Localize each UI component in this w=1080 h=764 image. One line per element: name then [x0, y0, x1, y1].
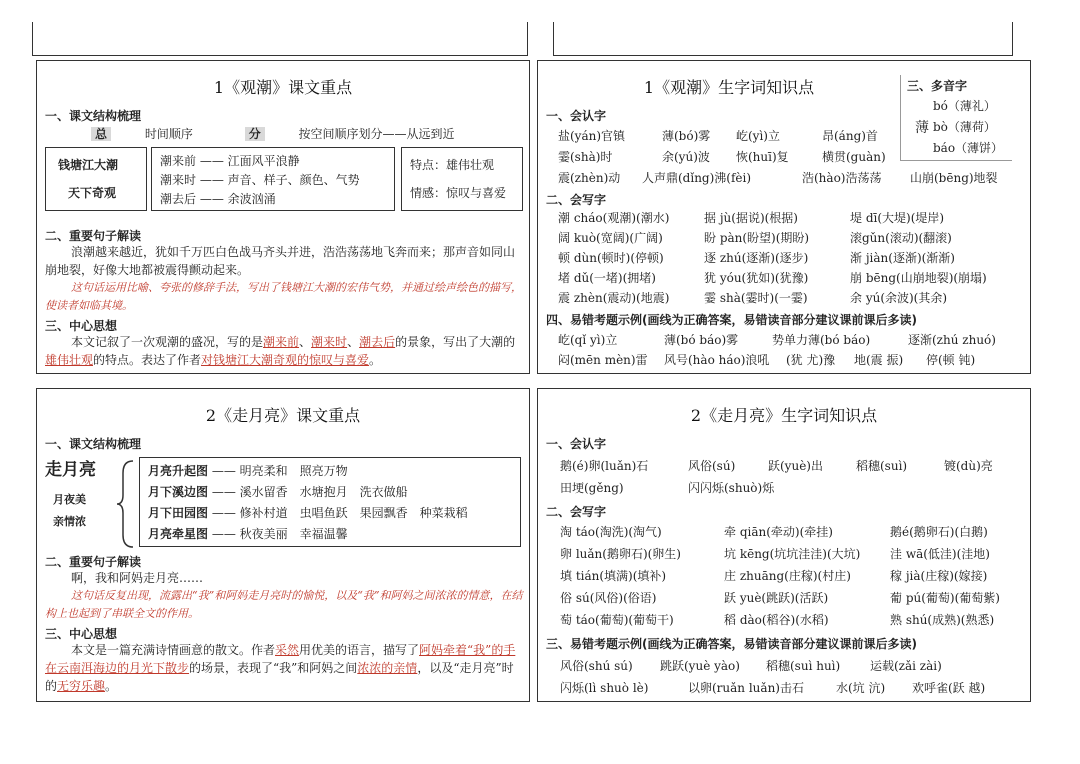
polyphone-char: 薄	[915, 120, 929, 136]
error-item: 屹(qǐ yì)立	[558, 333, 618, 347]
sentence-analysis: 这句话反复出现，流露出“我”和阿妈走月亮时的愉悦，以及“我”和阿妈之间浓浓的情意，在结构上也起到了串联全文的作用。	[45, 589, 523, 620]
section-heading: 二、会写字	[546, 193, 607, 207]
vocab-item: 田埂(gěng)	[560, 481, 624, 495]
panel-zouyueliang-vocabulary	[537, 388, 1031, 702]
idea-text: 的场景，表现了“我”和阿妈之间	[189, 661, 358, 675]
structure-mid-line: 潮来前 —— 江面风平浪静	[160, 154, 300, 168]
error-item: 风号(hào háo)浪吼	[664, 353, 770, 367]
scene-desc: —— 修补村道 虫唱鱼跃 果园飘香 种菜栽稻	[211, 506, 468, 520]
error-item: 以卵(ruǎn luǎn)击石	[688, 681, 804, 695]
write-item: 据 jù(据说)(根据)	[704, 211, 798, 225]
idea-highlight: 潮来时	[311, 335, 348, 349]
idea-highlight: 无穷乐趣	[57, 679, 106, 693]
vocab-row	[558, 148, 886, 165]
write-row	[558, 229, 952, 246]
write-item: 阔 kuò(宽阔)(广阔)	[558, 231, 663, 245]
error-item: 地(震 振)	[854, 353, 904, 367]
section-heading: 三、易错考题示例(画线为正确答案，易错读音部分建议课前课后多读)	[546, 637, 917, 651]
section-heading: 一、会认字	[546, 109, 607, 123]
structure-scenes-box	[139, 457, 521, 547]
idea-highlight: 对钱塘江大潮奇观的惊叹与喜爱	[201, 353, 370, 367]
structure-mid-box	[151, 147, 395, 211]
polyphone-reading: bò（薄荷）	[933, 120, 996, 134]
write-item: 余 yú(余波)(其余)	[850, 291, 948, 305]
central-idea	[45, 641, 523, 695]
structure-main-title: 走月亮	[45, 460, 96, 480]
section-heading: 三、中心思想	[45, 319, 118, 333]
summary-tag-text: 时间顺序	[144, 127, 193, 141]
idea-highlight: 阿妈牵着“我”的手在云南洱海边的月光下散步	[45, 643, 516, 675]
write-item: 洼 wā(低洼)(洼地)	[890, 547, 990, 561]
vocab-item: 余(yú)波	[662, 150, 710, 164]
scene-desc: —— 秋夜美丽 幸福温馨	[211, 527, 348, 541]
error-item: 跳跃(yuè yào)	[660, 659, 740, 673]
panel-zouyueliang-key-points	[36, 388, 530, 702]
scene-row	[148, 525, 348, 543]
key-sentence: 浪潮越来越近，犹如千万匹白色战马齐头并进，浩浩荡荡地飞奔而来；那声音如同山崩地裂，好像大地都被震得颤动起来。	[45, 245, 516, 277]
write-item: 熟 shú(成熟)(熟悉)	[890, 613, 995, 627]
write-item: 葡 pú(葡萄)(葡萄紫)	[890, 591, 1000, 605]
section-heading: 二、重要句子解读	[45, 229, 142, 243]
error-item: 薄(bó báo)雾	[664, 333, 739, 347]
scene-label: 月下田园图	[148, 506, 209, 520]
write-item: 牵 qiān(牵动)(牵挂)	[724, 525, 833, 539]
vocab-item: 恢(huī)复	[736, 150, 789, 164]
error-item: 欢呼雀(跃 越)	[912, 681, 986, 695]
vocab-item: 风俗(sú)	[688, 459, 736, 473]
scene-row	[148, 462, 348, 480]
write-item: 跃 yuè(跳跃)(活跃)	[724, 591, 829, 605]
section-heading: 一、会认字	[546, 437, 607, 451]
section-heading: 二、重要句子解读	[45, 555, 142, 569]
structure-left-box	[45, 147, 147, 211]
write-row	[560, 567, 988, 584]
write-item: 渐 jiàn(逐渐)(渐渐)	[850, 251, 955, 265]
write-item: 俗 sú(风俗)(俗语)	[560, 591, 657, 605]
write-item: 填 tián(填满)(填补)	[560, 569, 667, 583]
write-item: 萄 táo(葡萄)(葡萄干)	[560, 613, 674, 627]
vocab-item: 闪闪烁(shuò)烁	[688, 481, 775, 495]
write-row	[558, 269, 987, 286]
polyphone-reading: bó（薄礼）	[933, 99, 996, 113]
idea-highlight: 雄伟壮观	[45, 353, 94, 367]
error-item: 闷(mēn mèn)雷	[558, 353, 648, 367]
scene-label: 月下溪边图	[148, 485, 209, 499]
idea-highlight: 潮去后	[359, 335, 396, 349]
write-row	[558, 249, 955, 266]
sentence-analysis: 这句话运用比喻、夸张的修辞手法，写出了钱塘江大潮的宏伟气势，并通过绘声绘色的描写，使读者如临其境。	[45, 281, 522, 312]
detail-tag: 分	[245, 127, 265, 141]
vocab-item: 屹(yì)立	[736, 129, 780, 143]
top-left-partial-box	[32, 22, 528, 56]
panel-title: 2《走月亮》生字词知识点	[690, 406, 878, 425]
polyphone-title: 三、多音字	[907, 79, 968, 93]
write-row	[558, 209, 945, 226]
polyphone-reading: báo（薄饼）	[933, 141, 1004, 155]
error-item: 水(坑 沆)	[836, 681, 886, 695]
central-idea	[45, 333, 523, 369]
write-item: 崩 bēng(山崩地裂)(崩塌)	[850, 271, 987, 285]
write-row	[560, 589, 1000, 606]
scene-desc: —— 溪水留香 水塘抱月 洗衣做船	[211, 485, 408, 499]
panel-guanchao-key-points	[36, 60, 530, 374]
brace-icon	[117, 459, 137, 549]
write-item: 潮 cháo(观潮)(潮水)	[558, 211, 670, 225]
scene-label: 月亮牵星图	[148, 527, 209, 541]
idea-text: ，以及“走月亮”时的	[45, 661, 514, 693]
write-row	[560, 611, 995, 628]
write-row	[560, 523, 988, 540]
idea-text: 的特点。表达了作者	[93, 353, 202, 367]
write-item: 鹅é(鹅卵石)(白鹅)	[890, 525, 988, 539]
panel-title: 2《走月亮》课文重点	[205, 406, 361, 425]
write-item: 坑 kēng(坑坑洼洼)(大坑)	[724, 547, 861, 561]
scene-row	[148, 504, 468, 522]
error-row	[560, 679, 986, 696]
section-heading: 二、会写字	[546, 505, 607, 519]
section-heading: 四、易错考题示例(画线为正确答案，易错读音部分建议课前课后多读)	[546, 313, 917, 327]
write-item: 滚gǔn(滚动)(翻滚)	[850, 231, 952, 245]
vocab-item: 浩(hào)浩荡荡	[802, 171, 882, 185]
error-item: 停(顿 钝)	[926, 353, 976, 367]
structure-mid-line: 潮来时 —— 声音、样子、颜色、气势	[160, 173, 360, 187]
vocab-item: 霎(shà)时	[558, 150, 613, 164]
structure-sub-title: 月夜美	[53, 493, 86, 506]
write-item: 震 zhèn(震动)(地震)	[558, 291, 670, 305]
error-row	[558, 331, 996, 348]
panel-guanchao-vocabulary	[537, 60, 1031, 374]
error-item: 闪烁(lì shuò lè)	[560, 681, 649, 695]
vocab-item: 震(zhèn)动	[558, 171, 621, 185]
vocab-item: 跃(yuè)出	[768, 459, 823, 473]
write-item: 顿 dùn(顿时)(停顿)	[558, 251, 664, 265]
error-row	[560, 657, 942, 674]
structure-mid-line: 潮去后 —— 余波汹涌	[160, 192, 276, 206]
idea-text: 的景象，写出了大潮的	[395, 335, 516, 349]
panel-title: 1《观潮》生字词知识点	[643, 78, 815, 97]
write-item: 犹 yóu(犹如)(犹豫)	[704, 271, 809, 285]
vocab-item: 鹅(é)卵(luǎn)石	[560, 459, 649, 473]
write-item: 庄 zhuāng(庄稼)(村庄)	[724, 569, 851, 583]
error-item: 势单力薄(bó báo)	[772, 333, 871, 347]
summary-tag: 总	[91, 127, 111, 141]
error-item: (犹 尤)豫	[786, 353, 836, 367]
top-right-partial-box	[553, 22, 1013, 56]
key-sentence: 啊，我和阿妈走月亮……	[71, 571, 204, 585]
structure-right-line: 特点：雄伟壮观	[410, 158, 495, 172]
panel-title: 1《观潮》课文重点	[213, 78, 353, 97]
structure-right-box	[401, 147, 523, 211]
vocab-item: 人声鼎(dǐng)沸(fèi)	[642, 171, 752, 185]
vocab-row	[558, 127, 878, 144]
vocab-item: 薄(bó)雾	[662, 129, 711, 143]
write-item: 淘 táo(淘洗)(淘气)	[560, 525, 662, 539]
vocab-row	[560, 479, 775, 496]
structure-sub-title: 亲情浓	[53, 515, 86, 528]
write-item: 堵 dǔ(一堵)(拥堵)	[558, 271, 656, 285]
scene-label: 月亮升起图	[148, 464, 209, 478]
vocab-item: 横贯(guàn)	[822, 150, 886, 164]
write-item: 堤 dī(大堤)(堤岸)	[850, 211, 945, 225]
write-item: 稼 jià(庄稼)(嫁接)	[890, 569, 988, 583]
structure-right-line: 情感：惊叹与喜爱	[410, 186, 507, 200]
write-item: 卵 luǎn(鹅卵石)(卵生)	[560, 547, 681, 561]
error-row	[558, 351, 976, 368]
idea-highlight: 浓浓的亲情	[357, 661, 418, 675]
vocab-row	[560, 457, 993, 474]
polyphone-box	[900, 75, 1012, 161]
structure-left-line: 天下奇观	[68, 186, 117, 200]
vocab-item: 稻穗(suì)	[856, 459, 908, 473]
idea-highlight: 潮来前	[263, 335, 300, 349]
write-item: 霎 shà(霎时)(一霎)	[704, 291, 808, 305]
section-heading: 一、课文结构梳理	[45, 437, 142, 451]
section-heading: 三、中心思想	[45, 627, 118, 641]
vocab-item: 镀(dù)亮	[944, 459, 993, 473]
idea-text: 。	[105, 679, 118, 693]
write-item: 稻 dào(稻谷)(水稻)	[724, 613, 829, 627]
error-item: 稻穗(suì huì)	[766, 659, 841, 673]
idea-text: 本文记叙了一次观潮的盛况，写的是	[71, 335, 264, 349]
structure-left-line: 钱塘江大潮	[58, 158, 119, 172]
vocab-row	[558, 169, 998, 186]
error-item: 逐渐(zhú zhuó)	[908, 333, 996, 347]
write-row	[558, 289, 948, 306]
vocab-item: 山崩(bēng)地裂	[910, 171, 998, 185]
idea-text: 、	[299, 335, 312, 349]
section-heading: 一、课文结构梳理	[45, 109, 142, 123]
error-item: 运载(zǎi zài)	[870, 659, 942, 673]
idea-text: 、	[347, 335, 360, 349]
idea-text: 本文是一篇充满诗情画意的散文。作者	[71, 643, 276, 657]
scene-row	[148, 483, 408, 501]
detail-tag-text: 按空间顺序划分——从远到近	[298, 127, 455, 141]
write-item: 盼 pàn(盼望)(期盼)	[704, 231, 810, 245]
idea-highlight: 采然	[275, 643, 300, 657]
structure-header	[91, 125, 455, 143]
error-item: 风俗(shú sú)	[560, 659, 633, 673]
idea-text: 用优美的语言，描写了	[299, 643, 420, 657]
write-row	[560, 545, 990, 562]
idea-text: 。	[369, 353, 382, 367]
scene-desc: —— 明亮柔和 照亮万物	[211, 464, 348, 478]
vocab-item: 盐(yán)官镇	[558, 129, 626, 143]
write-item: 逐 zhú(逐渐)(逐步)	[704, 251, 809, 265]
vocab-item: 昂(áng)首	[822, 129, 878, 143]
